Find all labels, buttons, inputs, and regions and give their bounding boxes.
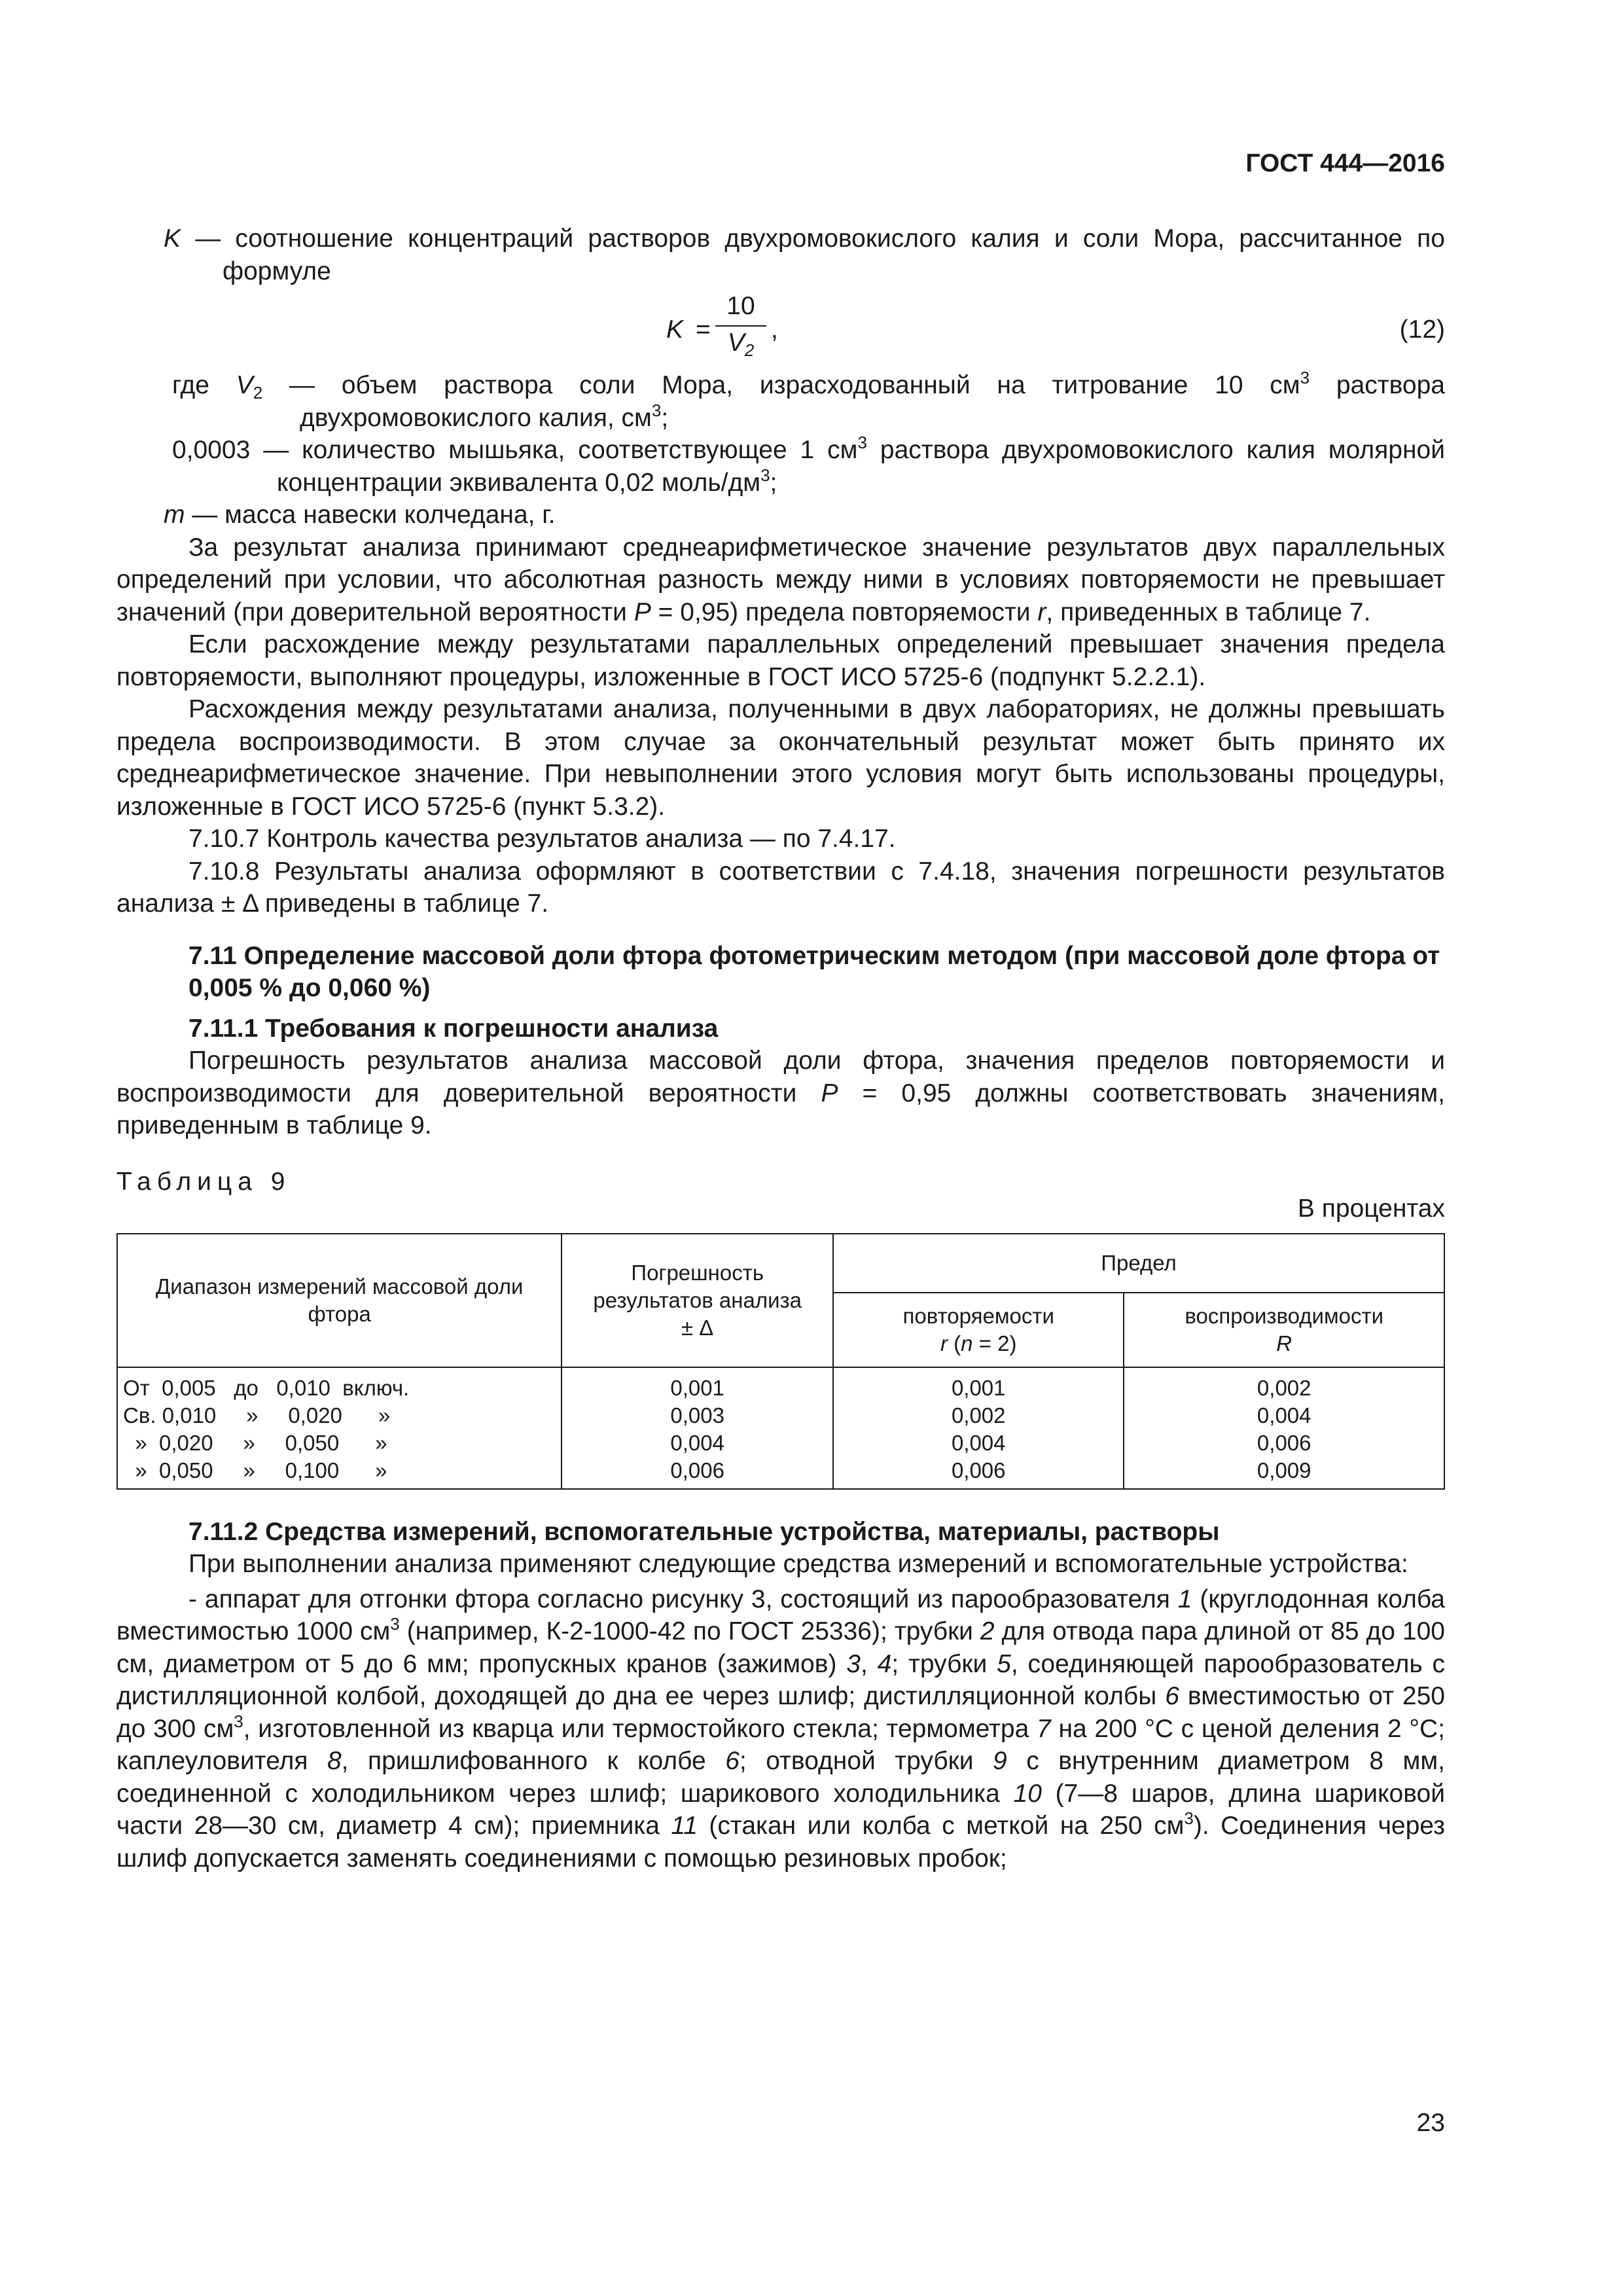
formula-numerator: 10 (715, 290, 766, 327)
paragraph-instruments-intro: При выполнении анализа применяют следующие средства измерений и вспомогательные устройства: (188, 1550, 1408, 1578)
table-9 (116, 1233, 1445, 1490)
header-repeatability: повторяемости r (n = 2) (833, 1293, 1124, 1367)
formula-number: (12) (1399, 315, 1445, 344)
cell-repeatability: 0,004 (833, 1429, 1124, 1457)
definition-constant: 0,0003 — количество мышьяка, соответствующее 1 $см^3$ раствора двухромовокислого калия молярной концентрации эквивалента 0,02 моль/$дм^3$; (172, 433, 1445, 497)
cell-reproducibility: 0,002 (1124, 1367, 1444, 1402)
table-row (117, 1429, 1444, 1457)
formula-12 (116, 287, 1445, 369)
header-reproducibility: воспроизводимости R (1124, 1293, 1444, 1367)
cell-range: Св. 0,010 » 0,020 » (117, 1402, 562, 1429)
page-number: 23 (1416, 2109, 1445, 2137)
heading-7-11: 7.11 Определение массовой доли фтора фотометрическим методом (при массовой доле фтора от 0,005 % до 0,060 %) (188, 941, 1440, 1002)
formula-fraction (715, 290, 766, 359)
standard-code: ГОСТ 444—2016 (1245, 149, 1445, 177)
cell-error: 0,001 (562, 1367, 833, 1402)
paragraph-7-10-8: 7.10.8 Результаты анализа оформляют в соответствии с 7.4.18, значения погрешности результатов анализа ± Δ приведены в таблице 7. (116, 857, 1445, 918)
heading-7-11-1: 7.11.1 Требования к погрешности анализа (188, 1014, 719, 1043)
cell-repeatability: 0,006 (833, 1457, 1124, 1489)
table-caption: Таблица 9 (116, 1167, 291, 1196)
table-row (117, 1402, 1444, 1429)
page-content (116, 223, 1445, 1874)
cell-repeatability: 0,001 (833, 1367, 1124, 1402)
formula-equals: = (696, 315, 711, 344)
symbol-k: K (164, 224, 181, 253)
header-range: Диапазон измерений массовой доли фтора (117, 1234, 562, 1367)
definition-k: K — соотношение концентраций растворов двухромовокислого калия и соли Мора, рассчитанное по формуле (164, 224, 1445, 285)
formula-denominator: $V_2$ (727, 328, 755, 360)
heading-7-11-2: 7.11.2 Средства измерений, вспомогательные устройства, материалы, растворы (188, 1517, 1220, 1546)
paragraph-discrepancy: Если расхождение между результатами параллельных определений превышает значения предела повторяемости, выполняют процедуры, изложенные в ГОСТ ИСО 5725-6 (подпункт 5.2.2.1). (116, 630, 1445, 691)
header-error: Погрешность результатов анализа ± Δ (562, 1234, 833, 1367)
definition-m: m — масса навески колчедана, г. (164, 501, 556, 529)
paragraph-error-requirements: Погрешность результатов анализа массовой доли фтора, значения пределов повторяемости и воспроизводимости для доверительной вероятности P = 0,95 должны соответствовать значениям, приведенным в таблице 9. (116, 1047, 1446, 1139)
cell-range: » 0,050 » 0,100 » (117, 1457, 562, 1489)
cell-reproducibility: 0,004 (1124, 1402, 1444, 1429)
table-unit: В процентах (1297, 1194, 1445, 1223)
cell-range: » 0,020 » 0,050 » (117, 1429, 562, 1457)
formula-comma: , (771, 315, 778, 344)
cell-reproducibility: 0,006 (1124, 1429, 1444, 1457)
paragraph-apparatus: - аппарат для отгонки фтора согласно рисунку 3, состоящий из парообразователя 1 (круглодонная колба вместимостью 1000 $см^3$ (например, К-2-1000-42 по ГОСТ 25336); трубки 2 для отвода пара длиной от 85 до 100 см, диаметром от 5 до 6 мм; пропускных кранов (зажимов) 3, 4; трубки 5, соединяющей парообразователь с дистилляционной колбой, доходящей до дна ее через шлиф; дистилляционной колбы 6 вместимостью от 250 до 300 $см^3$, изготовленной из кварца или термостойкого стекла; термометра 7 на 200 °С с ценой деления 2 °С; каплеуловителя 8, пришлифованного к колбе 6; отводной трубки 9 с внутренним диаметром 8 мм, соединенной с холодильником через шлиф; шарикового холодильника 10 (7—8 шаров, длина шариковой части 28—30 см, диаметр 4 см); приемника 11 (стакан или колба с меткой на 250 $см^3$). Соединения через шлиф допускается заменять соединениями с помощью резиновых пробок; (116, 1585, 1446, 1873)
cell-reproducibility: 0,009 (1124, 1457, 1444, 1489)
header-limit: Предел (833, 1234, 1444, 1293)
paragraph-result: За результат анализа принимают среднеарифметическое значение результатов двух параллельных определений при условии, что абсолютная разность между ними в условиях повторяемости не превышает значений (при доверительной вероятности P = 0,95) предела повторяемости r, приведенных в таблице 7. (116, 533, 1445, 626)
cell-error: 0,003 (562, 1402, 833, 1429)
cell-repeatability: 0,002 (833, 1402, 1124, 1429)
paragraph-reproducibility: Расхождения между результатами анализа, полученными в двух лабораториях, не должны превышать предела воспроизводимости. В этом случае за окончательный результат может быть принято их среднеарифметическое значение. При невыполнении этого условия могут быть использованы процедуры, изложенные в ГОСТ ИСО 5725-6 (пункт 5.3.2). (116, 695, 1445, 821)
cell-range: От 0,005 до 0,010 включ. (117, 1367, 562, 1402)
cell-error: 0,004 (562, 1429, 833, 1457)
paragraph-7-10-7: 7.10.7 Контроль качества результатов анализа — по 7.4.17. (188, 825, 896, 853)
formula-k-symbol: K (666, 315, 684, 344)
definition-v2: где $V_2$ — объем раствора соли Мора, израсходованный на титрование 10 $см^3$ раствора двухромовокислого калия, $см^3$; (172, 368, 1445, 432)
table-row (117, 1367, 1444, 1402)
table-row (117, 1457, 1444, 1489)
cell-error: 0,006 (562, 1457, 833, 1489)
